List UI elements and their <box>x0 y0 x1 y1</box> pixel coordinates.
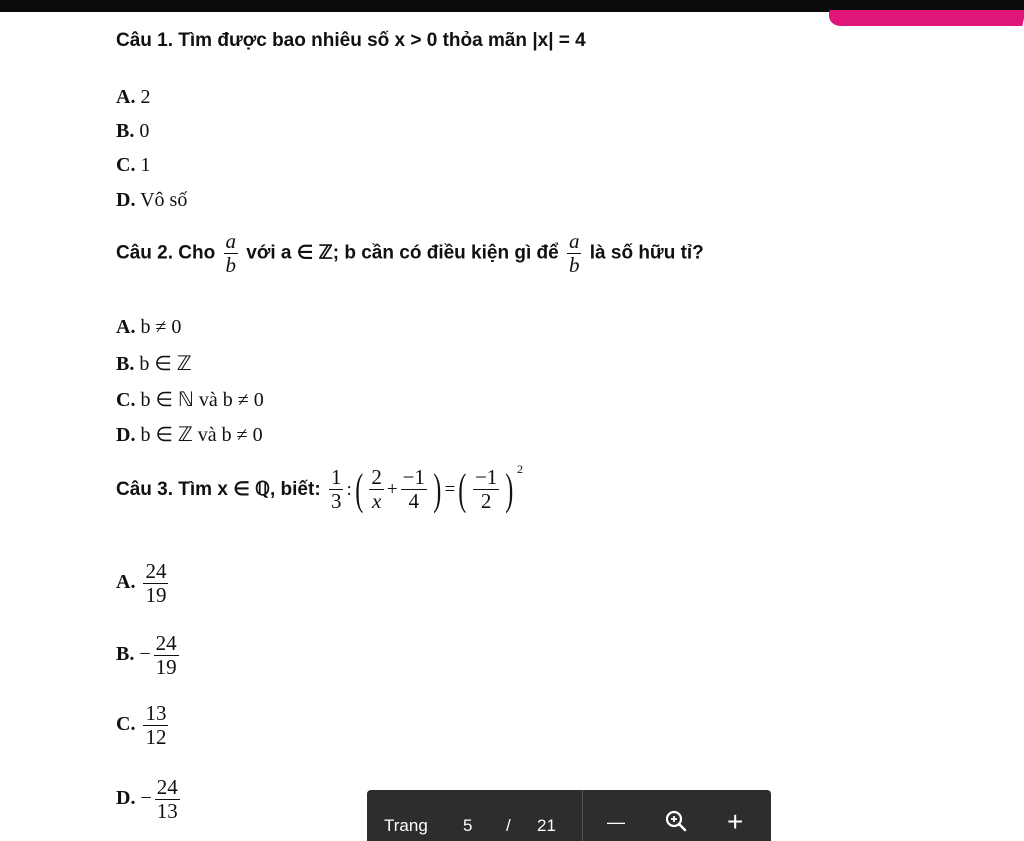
total-pages: 21 <box>537 816 556 835</box>
fraction: $\frac{13}{12}$ <box>145 701 167 750</box>
page-toolbar <box>367 790 771 841</box>
fraction-one-third: $\frac{1}{3}$ <box>330 465 342 514</box>
q3-option-b[interactable]: B. − $\frac{24}{19}$ <box>116 631 177 680</box>
fraction: $\frac{24}{19}$ <box>155 631 177 680</box>
right-paren: ) <box>433 464 442 514</box>
accent-stripe <box>826 10 1024 26</box>
left-paren: ( <box>355 464 364 514</box>
question-1-heading: Câu 1. Tìm được bao nhiêu số x > 0 thỏa mãn |x| = 4 <box>116 30 586 51</box>
current-page-number[interactable]: 5 <box>463 816 473 835</box>
fraction-a-over-b: $\frac{a}{b}$ <box>225 229 237 278</box>
question-2-heading: Câu 2. Cho $\frac{a}{b}$ với a ∈ ℤ; b cần có điều kiện gì để $\frac{a}{b}$ là số hữu tỉ? <box>116 229 704 278</box>
question-3-heading: Câu 3. Tìm x ∈ ℚ, biết: $\frac{1}{3}$ :( $\frac{2}{x}$ + $\frac{-1}{4}$ ) =( $\frac{-1}{2}$ ) $^2$ <box>116 462 523 514</box>
q3-option-d[interactable]: D. − $\frac{24}{13}$ <box>116 775 178 824</box>
exponent: 2 <box>516 462 523 476</box>
fraction-minus-one-fourth: $\frac{-1}{4}$ <box>402 465 425 514</box>
magnifier-icon <box>665 810 687 832</box>
q2-option-b[interactable]: B. b ∈ ℤ <box>116 353 192 375</box>
q3-option-a[interactable]: A. $\frac{24}{19}$ <box>116 559 167 608</box>
page-label: Trang <box>384 816 428 835</box>
zoom-icon[interactable] <box>665 810 687 837</box>
zoom-out-button[interactable]: — <box>607 812 625 832</box>
page-separator: / <box>506 816 511 835</box>
q1-option-b[interactable]: B. 0 <box>116 120 150 142</box>
q2-option-a[interactable]: A. b ≠ 0 <box>116 316 182 338</box>
q2-option-c[interactable]: C. b ∈ ℕ và b ≠ 0 <box>116 389 264 411</box>
q1-option-c[interactable]: C. 1 <box>116 154 151 176</box>
fraction: $\frac{24}{13}$ <box>156 775 178 824</box>
zoom-in-button[interactable]: + <box>727 806 744 837</box>
left-paren-2: ( <box>458 464 467 514</box>
q3-option-c[interactable]: C. $\frac{13}{12}$ <box>116 701 167 750</box>
toolbar-divider <box>582 790 583 841</box>
fraction-minus-one-half: $\frac{-1}{2}$ <box>474 465 498 514</box>
fraction-two-over-x: $\frac{2}{x}$ <box>371 465 382 514</box>
right-paren-2: ) <box>505 464 514 514</box>
fraction: $\frac{24}{19}$ <box>145 559 167 608</box>
q1-option-d[interactable]: D. Vô số <box>116 189 188 211</box>
fraction-a-over-b-2: $\frac{a}{b}$ <box>568 229 580 278</box>
q1-option-a[interactable]: A. 2 <box>116 86 151 108</box>
q2-option-d[interactable]: D. b ∈ ℤ và b ≠ 0 <box>116 424 263 446</box>
